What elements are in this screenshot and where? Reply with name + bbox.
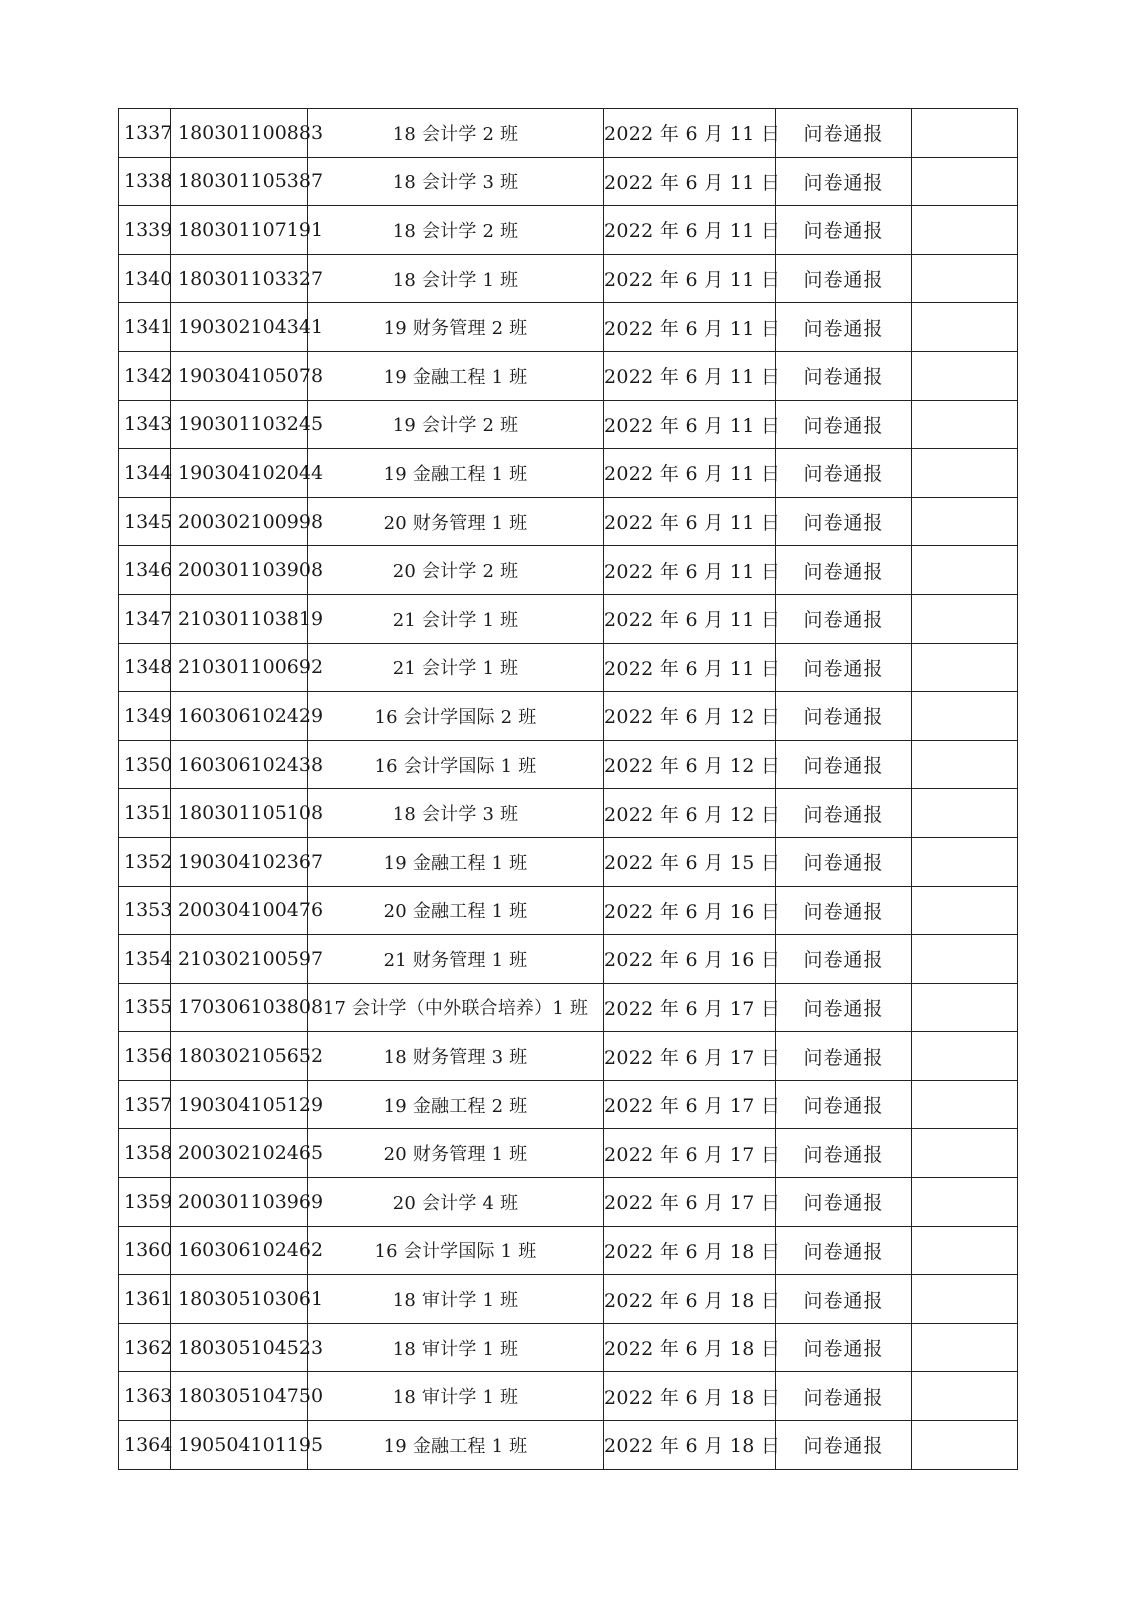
class-name-cell: 21 财务管理 1 班 (308, 935, 604, 984)
row-number-cell: 1355 (119, 983, 171, 1032)
records-table-body (119, 109, 1018, 1470)
date-cell: 2022 年 6 月 17 日 (604, 1032, 776, 1081)
student-id-cell: 210302100597 (171, 935, 308, 984)
table-row (119, 497, 1018, 546)
notice-type-cell: 问卷通报 (776, 886, 912, 935)
remarks-cell (912, 1129, 1018, 1178)
student-id-cell: 180305104523 (171, 1323, 308, 1372)
table-row (119, 400, 1018, 449)
row-number-cell: 1348 (119, 643, 171, 692)
student-id-cell: 180305103061 (171, 1275, 308, 1324)
student-id-cell: 180301105387 (171, 157, 308, 206)
class-name-cell: 18 会计学 2 班 (308, 109, 604, 158)
row-number-cell: 1339 (119, 206, 171, 255)
remarks-cell (912, 740, 1018, 789)
table-row (119, 157, 1018, 206)
class-name-cell: 19 金融工程 1 班 (308, 449, 604, 498)
row-number-cell: 1354 (119, 935, 171, 984)
date-cell: 2022 年 6 月 12 日 (604, 789, 776, 838)
notice-type-cell: 问卷通报 (776, 789, 912, 838)
row-number-cell: 1340 (119, 254, 171, 303)
date-cell: 2022 年 6 月 18 日 (604, 1323, 776, 1372)
remarks-cell (912, 109, 1018, 158)
table-row (119, 1421, 1018, 1470)
date-cell: 2022 年 6 月 17 日 (604, 1129, 776, 1178)
student-id-cell: 190302104341 (171, 303, 308, 352)
class-name-cell: 21 会计学 1 班 (308, 643, 604, 692)
remarks-cell (912, 789, 1018, 838)
class-name-cell: 17 会计学（中外联合培养）1 班 (308, 983, 604, 1032)
notice-type-cell: 问卷通报 (776, 837, 912, 886)
row-number-cell: 1347 (119, 594, 171, 643)
date-cell: 2022 年 6 月 16 日 (604, 886, 776, 935)
student-id-cell: 190304102367 (171, 837, 308, 886)
notice-type-cell: 问卷通报 (776, 643, 912, 692)
remarks-cell (912, 643, 1018, 692)
notice-type-cell: 问卷通报 (776, 303, 912, 352)
remarks-cell (912, 400, 1018, 449)
date-cell: 2022 年 6 月 11 日 (604, 400, 776, 449)
date-cell: 2022 年 6 月 17 日 (604, 1178, 776, 1227)
student-id-cell: 160306102462 (171, 1226, 308, 1275)
table-row (119, 935, 1018, 984)
row-number-cell: 1351 (119, 789, 171, 838)
student-id-cell: 190301103245 (171, 400, 308, 449)
student-id-cell: 160306102429 (171, 692, 308, 741)
table-row (119, 740, 1018, 789)
date-cell: 2022 年 6 月 18 日 (604, 1226, 776, 1275)
student-id-cell: 190304105129 (171, 1080, 308, 1129)
class-name-cell: 20 会计学 2 班 (308, 546, 604, 595)
row-number-cell: 1345 (119, 497, 171, 546)
row-number-cell: 1352 (119, 837, 171, 886)
class-name-cell: 18 会计学 2 班 (308, 206, 604, 255)
remarks-cell (912, 351, 1018, 400)
class-name-cell: 16 会计学国际 1 班 (308, 1226, 604, 1275)
table-row (119, 254, 1018, 303)
row-number-cell: 1341 (119, 303, 171, 352)
row-number-cell: 1353 (119, 886, 171, 935)
student-id-cell: 180302105652 (171, 1032, 308, 1081)
date-cell: 2022 年 6 月 17 日 (604, 983, 776, 1032)
remarks-cell (912, 1372, 1018, 1421)
student-id-cell: 210301100692 (171, 643, 308, 692)
class-name-cell: 19 金融工程 1 班 (308, 351, 604, 400)
class-name-cell: 16 会计学国际 1 班 (308, 740, 604, 789)
table-row (119, 789, 1018, 838)
table-row (119, 1129, 1018, 1178)
remarks-cell (912, 1323, 1018, 1372)
notice-type-cell: 问卷通报 (776, 1178, 912, 1227)
row-number-cell: 1337 (119, 109, 171, 158)
table-row (119, 886, 1018, 935)
class-name-cell: 20 财务管理 1 班 (308, 1129, 604, 1178)
student-id-cell: 200301103969 (171, 1178, 308, 1227)
remarks-cell (912, 692, 1018, 741)
date-cell: 2022 年 6 月 11 日 (604, 643, 776, 692)
notice-type-cell: 问卷通报 (776, 1275, 912, 1324)
remarks-cell (912, 1032, 1018, 1081)
student-id-cell: 190304105078 (171, 351, 308, 400)
date-cell: 2022 年 6 月 11 日 (604, 254, 776, 303)
notice-type-cell: 问卷通报 (776, 935, 912, 984)
class-name-cell: 18 会计学 3 班 (308, 157, 604, 206)
remarks-cell (912, 303, 1018, 352)
class-name-cell: 21 会计学 1 班 (308, 594, 604, 643)
notice-type-cell: 问卷通报 (776, 594, 912, 643)
table-row (119, 983, 1018, 1032)
date-cell: 2022 年 6 月 11 日 (604, 157, 776, 206)
class-name-cell: 19 金融工程 1 班 (308, 1421, 604, 1470)
student-id-cell: 160306102438 (171, 740, 308, 789)
class-name-cell: 19 会计学 2 班 (308, 400, 604, 449)
row-number-cell: 1360 (119, 1226, 171, 1275)
row-number-cell: 1356 (119, 1032, 171, 1081)
student-id-cell: 190504101195 (171, 1421, 308, 1470)
table-row (119, 1178, 1018, 1227)
date-cell: 2022 年 6 月 16 日 (604, 935, 776, 984)
notice-type-cell: 问卷通报 (776, 109, 912, 158)
student-id-cell: 180301105108 (171, 789, 308, 838)
date-cell: 2022 年 6 月 15 日 (604, 837, 776, 886)
records-table (118, 108, 1018, 1470)
student-id-cell: 180305104750 (171, 1372, 308, 1421)
notice-type-cell: 问卷通报 (776, 254, 912, 303)
date-cell: 2022 年 6 月 11 日 (604, 109, 776, 158)
table-row (119, 1080, 1018, 1129)
date-cell: 2022 年 6 月 18 日 (604, 1275, 776, 1324)
class-name-cell: 18 会计学 3 班 (308, 789, 604, 838)
class-name-cell: 20 金融工程 1 班 (308, 886, 604, 935)
notice-type-cell: 问卷通报 (776, 1421, 912, 1470)
date-cell: 2022 年 6 月 11 日 (604, 351, 776, 400)
table-row (119, 303, 1018, 352)
student-id-cell: 180301103327 (171, 254, 308, 303)
student-id-cell: 180301107191 (171, 206, 308, 255)
notice-type-cell: 问卷通报 (776, 157, 912, 206)
remarks-cell (912, 1178, 1018, 1227)
remarks-cell (912, 449, 1018, 498)
notice-type-cell: 问卷通报 (776, 1032, 912, 1081)
table-row (119, 449, 1018, 498)
date-cell: 2022 年 6 月 11 日 (604, 546, 776, 595)
remarks-cell (912, 254, 1018, 303)
date-cell: 2022 年 6 月 11 日 (604, 594, 776, 643)
remarks-cell (912, 546, 1018, 595)
student-id-cell: 200301103908 (171, 546, 308, 595)
table-row (119, 643, 1018, 692)
date-cell: 2022 年 6 月 18 日 (604, 1372, 776, 1421)
remarks-cell (912, 886, 1018, 935)
remarks-cell (912, 837, 1018, 886)
class-name-cell: 18 会计学 1 班 (308, 254, 604, 303)
student-id-cell: 170306103808 (171, 983, 308, 1032)
class-name-cell: 19 金融工程 2 班 (308, 1080, 604, 1129)
table-row (119, 1275, 1018, 1324)
table-row (119, 1372, 1018, 1421)
class-name-cell: 18 审计学 1 班 (308, 1323, 604, 1372)
class-name-cell: 18 审计学 1 班 (308, 1275, 604, 1324)
table-row (119, 1032, 1018, 1081)
notice-type-cell: 问卷通报 (776, 740, 912, 789)
date-cell: 2022 年 6 月 17 日 (604, 1080, 776, 1129)
notice-type-cell: 问卷通报 (776, 1226, 912, 1275)
date-cell: 2022 年 6 月 11 日 (604, 449, 776, 498)
row-number-cell: 1344 (119, 449, 171, 498)
table-row (119, 594, 1018, 643)
remarks-cell (912, 157, 1018, 206)
notice-type-cell: 问卷通报 (776, 983, 912, 1032)
student-id-cell: 190304102044 (171, 449, 308, 498)
class-name-cell: 18 审计学 1 班 (308, 1372, 604, 1421)
remarks-cell (912, 935, 1018, 984)
table-row (119, 109, 1018, 158)
remarks-cell (912, 497, 1018, 546)
row-number-cell: 1357 (119, 1080, 171, 1129)
notice-type-cell: 问卷通报 (776, 400, 912, 449)
row-number-cell: 1338 (119, 157, 171, 206)
row-number-cell: 1361 (119, 1275, 171, 1324)
notice-type-cell: 问卷通报 (776, 692, 912, 741)
date-cell: 2022 年 6 月 12 日 (604, 740, 776, 789)
class-name-cell: 20 财务管理 1 班 (308, 497, 604, 546)
table-row (119, 1323, 1018, 1372)
remarks-cell (912, 1080, 1018, 1129)
notice-type-cell: 问卷通报 (776, 206, 912, 255)
class-name-cell: 19 财务管理 2 班 (308, 303, 604, 352)
date-cell: 2022 年 6 月 18 日 (604, 1421, 776, 1470)
row-number-cell: 1342 (119, 351, 171, 400)
notice-type-cell: 问卷通报 (776, 497, 912, 546)
remarks-cell (912, 1421, 1018, 1470)
student-id-cell: 200302100998 (171, 497, 308, 546)
row-number-cell: 1343 (119, 400, 171, 449)
row-number-cell: 1363 (119, 1372, 171, 1421)
class-name-cell: 20 会计学 4 班 (308, 1178, 604, 1227)
student-id-cell: 200304100476 (171, 886, 308, 935)
table-row (119, 546, 1018, 595)
table-row (119, 351, 1018, 400)
row-number-cell: 1364 (119, 1421, 171, 1470)
date-cell: 2022 年 6 月 11 日 (604, 303, 776, 352)
class-name-cell: 18 财务管理 3 班 (308, 1032, 604, 1081)
row-number-cell: 1349 (119, 692, 171, 741)
notice-type-cell: 问卷通报 (776, 1323, 912, 1372)
table-row (119, 692, 1018, 741)
notice-type-cell: 问卷通报 (776, 1129, 912, 1178)
row-number-cell: 1346 (119, 546, 171, 595)
remarks-cell (912, 594, 1018, 643)
remarks-cell (912, 206, 1018, 255)
student-id-cell: 200302102465 (171, 1129, 308, 1178)
date-cell: 2022 年 6 月 11 日 (604, 206, 776, 255)
notice-type-cell: 问卷通报 (776, 351, 912, 400)
table-row (119, 837, 1018, 886)
student-id-cell: 210301103819 (171, 594, 308, 643)
remarks-cell (912, 983, 1018, 1032)
row-number-cell: 1358 (119, 1129, 171, 1178)
remarks-cell (912, 1226, 1018, 1275)
date-cell: 2022 年 6 月 12 日 (604, 692, 776, 741)
class-name-cell: 16 会计学国际 2 班 (308, 692, 604, 741)
student-id-cell: 180301100883 (171, 109, 308, 158)
table-row (119, 1226, 1018, 1275)
notice-type-cell: 问卷通报 (776, 1372, 912, 1421)
table-row (119, 206, 1018, 255)
row-number-cell: 1362 (119, 1323, 171, 1372)
date-cell: 2022 年 6 月 11 日 (604, 497, 776, 546)
remarks-cell (912, 1275, 1018, 1324)
row-number-cell: 1359 (119, 1178, 171, 1227)
class-name-cell: 19 金融工程 1 班 (308, 837, 604, 886)
notice-type-cell: 问卷通报 (776, 546, 912, 595)
row-number-cell: 1350 (119, 740, 171, 789)
notice-type-cell: 问卷通报 (776, 1080, 912, 1129)
notice-type-cell: 问卷通报 (776, 449, 912, 498)
